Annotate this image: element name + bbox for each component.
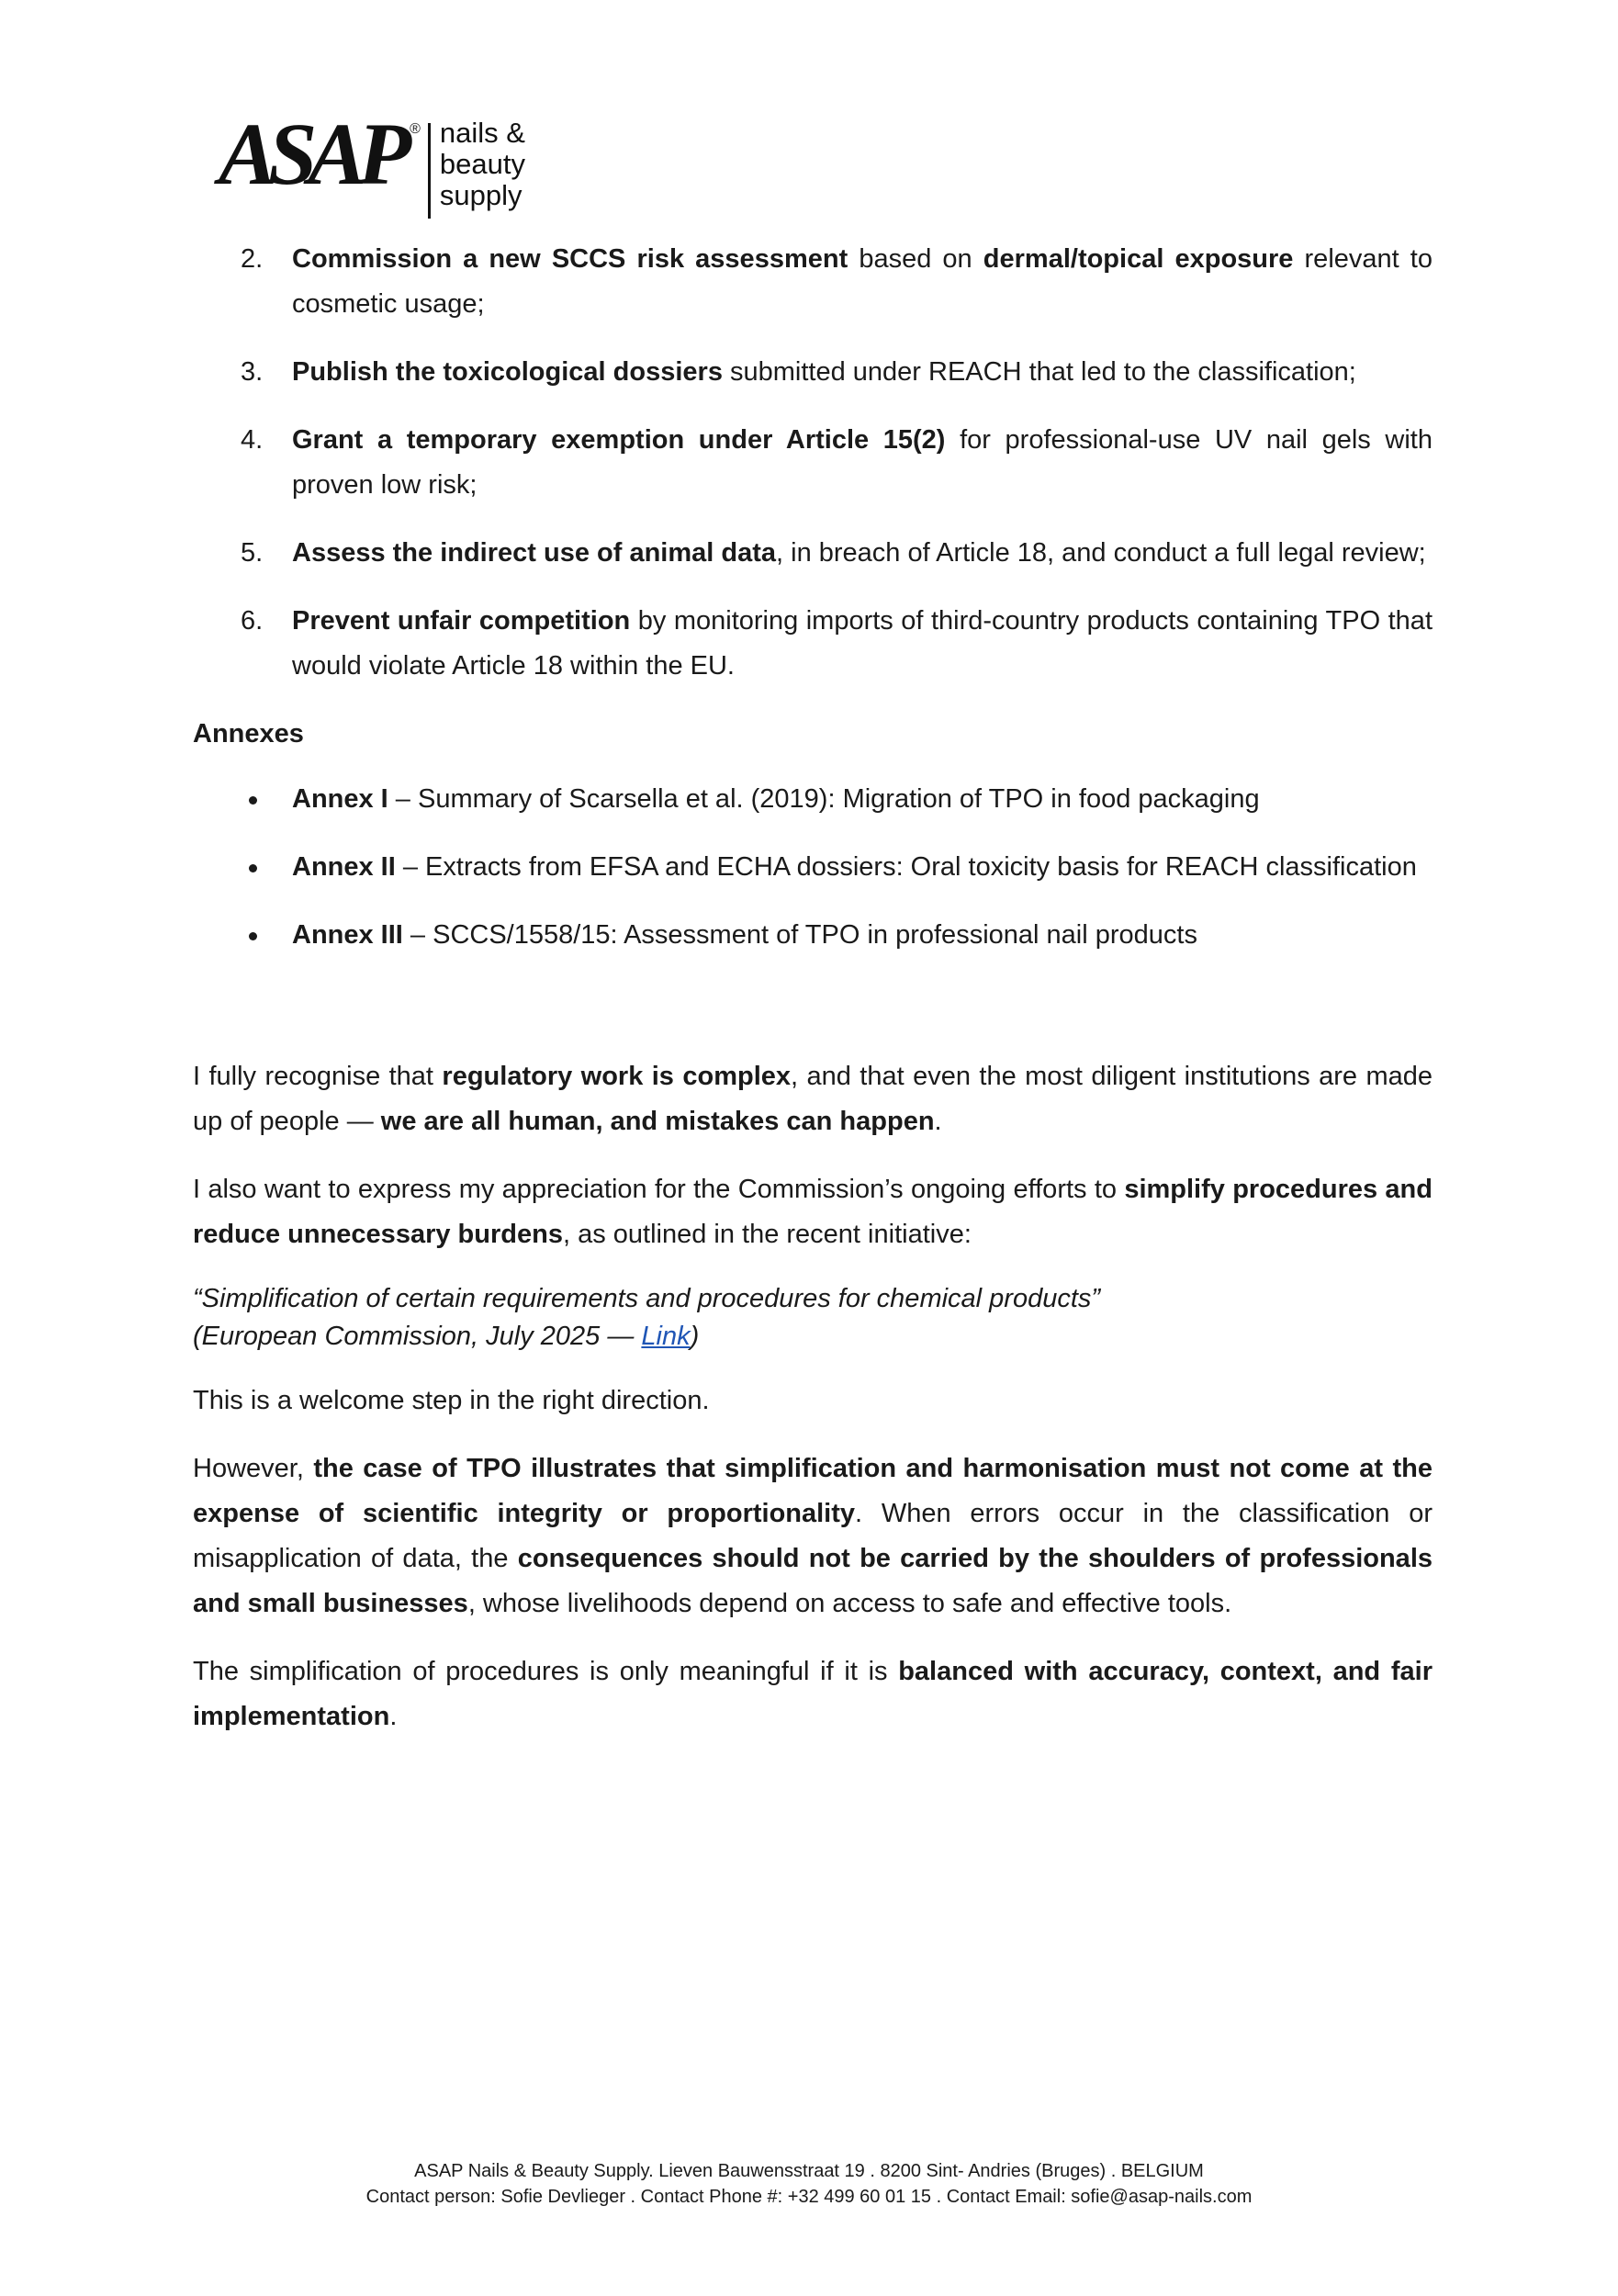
paragraph-however (193, 1446, 1433, 1626)
bullet-icon (249, 864, 257, 872)
paragraph-bold: the case of TPO illustrates that simplification and harmonisation must not come at the expense of scientific integrity or proportionality (193, 1454, 1433, 1528)
quote-title: “Simplification of certain requirements and procedures for chemical products” (193, 1284, 1101, 1313)
list-item-text: submitted under REACH that led to the classification; (722, 357, 1356, 387)
paragraph-bold: simplify procedures and reduce unnecessary burdens (193, 1175, 1433, 1249)
annex-label: Annex I (292, 784, 388, 814)
list-item-text: relevant to cosmetic usage; (292, 244, 1433, 319)
list-item (193, 418, 1433, 508)
list-item-bold: Assess the indirect use of animal data (292, 538, 777, 568)
spacer (193, 981, 1433, 1054)
list-number: 4. (241, 425, 264, 455)
company-logo (219, 105, 525, 220)
paragraph-text: , and that even the most diligent institutions are made up of people — (193, 1062, 1433, 1136)
list-number: 3. (241, 357, 264, 387)
annex-label: Annex III (292, 920, 403, 950)
list-item (193, 531, 1433, 576)
list-item (193, 237, 1433, 327)
logo-tagline-line-2: beauty (439, 148, 525, 180)
paragraph-text: . When errors occur in the classification or misapplication of data, the (193, 1499, 1433, 1573)
footer-address: ASAP Nails & Beauty Supply. Lieven Bauwensstraat 19 . 8200 Sint- Andries (Bruges) . BELGIUM (414, 2161, 1204, 2181)
source-link[interactable]: Link (641, 1322, 691, 1351)
logo-mark: ASAP (219, 105, 403, 203)
annex-item (193, 845, 1433, 890)
list-item-text: for professional-use UV nail gels with proven low risk; (292, 425, 1433, 500)
annex-text: – SCCS/1558/15: Assessment of TPO in professional nail products (402, 920, 1197, 950)
logo-tagline-line-3: supply (439, 179, 522, 211)
quote-source: (European Commission, July 2025 — (193, 1322, 642, 1351)
paragraph-bold: we are all human, and mistakes can happen (380, 1107, 935, 1136)
paragraph-text: . (389, 1702, 398, 1731)
list-item-text: based on (848, 244, 983, 274)
quote-source-end: ) (690, 1322, 700, 1351)
list-item-text: by monitoring imports of third-country products containing TPO that would violate Article 18 within the EU. (292, 606, 1433, 681)
annexes-list (193, 777, 1433, 958)
paragraph-text: , whose livelihoods depend on access to safe and effective tools. (467, 1589, 1232, 1618)
quoted-initiative (193, 1280, 1433, 1356)
paragraph-bold: balanced with accuracy, context, and fair implementation (193, 1657, 1433, 1731)
annex-text: – Summary of Scarsella et al. (2019): Migration of TPO in food packaging (388, 784, 1260, 814)
logo-tagline-line-1: nails & (439, 117, 525, 149)
page-footer (0, 2158, 1618, 2210)
list-number: 6. (241, 606, 264, 636)
list-item-bold: dermal/topical exposure (983, 244, 1294, 274)
annex-item (193, 777, 1433, 822)
annexes-heading: Annexes (193, 719, 304, 748)
logo-tagline (440, 118, 525, 211)
paragraph-text: I also want to express my appreciation for the Commission’s ongoing efforts to (193, 1175, 1125, 1204)
bullet-icon (249, 796, 257, 805)
logo-divider (428, 123, 431, 219)
list-item-bold: Commission a new SCCS risk assessment (292, 244, 848, 274)
list-item-text: , in breach of Article 18, and conduct a full legal review; (776, 538, 1426, 568)
list-number: 5. (241, 538, 264, 568)
paragraph-text: However, (193, 1454, 314, 1483)
paragraph-simplification (193, 1649, 1433, 1739)
bullet-icon (249, 932, 257, 940)
paragraph-bold: regulatory work is complex (442, 1062, 792, 1091)
registered-mark: ® (410, 121, 421, 137)
annex-label: Annex II (292, 852, 396, 882)
footer-contact: Contact person: Sofie Devlieger . Contact Phone #: +32 499 60 01 15 . Contact Email: sofie@asap-nails.com (365, 2187, 1253, 2207)
list-number: 2. (241, 244, 264, 274)
paragraph-appreciation (193, 1167, 1433, 1257)
annex-text: – Extracts from EFSA and ECHA dossiers: Oral toxicity basis for REACH classification (395, 852, 1417, 882)
list-item (193, 599, 1433, 689)
list-item (193, 350, 1433, 395)
paragraph-welcome: This is a welcome step in the right direction. (193, 1386, 710, 1415)
paragraph-text: I fully recognise that (193, 1062, 443, 1091)
paragraph-text: , as outlined in the recent initiative: (562, 1220, 972, 1249)
paragraph-bold: consequences should not be carried by the shoulders of professionals and small businesses (193, 1544, 1433, 1618)
list-item-bold: Prevent unfair competition (292, 606, 631, 636)
paragraph-recognition (193, 1054, 1433, 1144)
list-item-bold: Grant a temporary exemption under Article 15(2) (292, 425, 946, 455)
annex-item (193, 913, 1433, 958)
letter-body (193, 237, 1433, 1762)
paragraph-text: The simplification of procedures is only meaningful if it is (193, 1657, 899, 1686)
paragraph-text: . (934, 1107, 942, 1136)
list-item-bold: Publish the toxicological dossiers (292, 357, 723, 387)
recommendations-list (193, 237, 1433, 689)
